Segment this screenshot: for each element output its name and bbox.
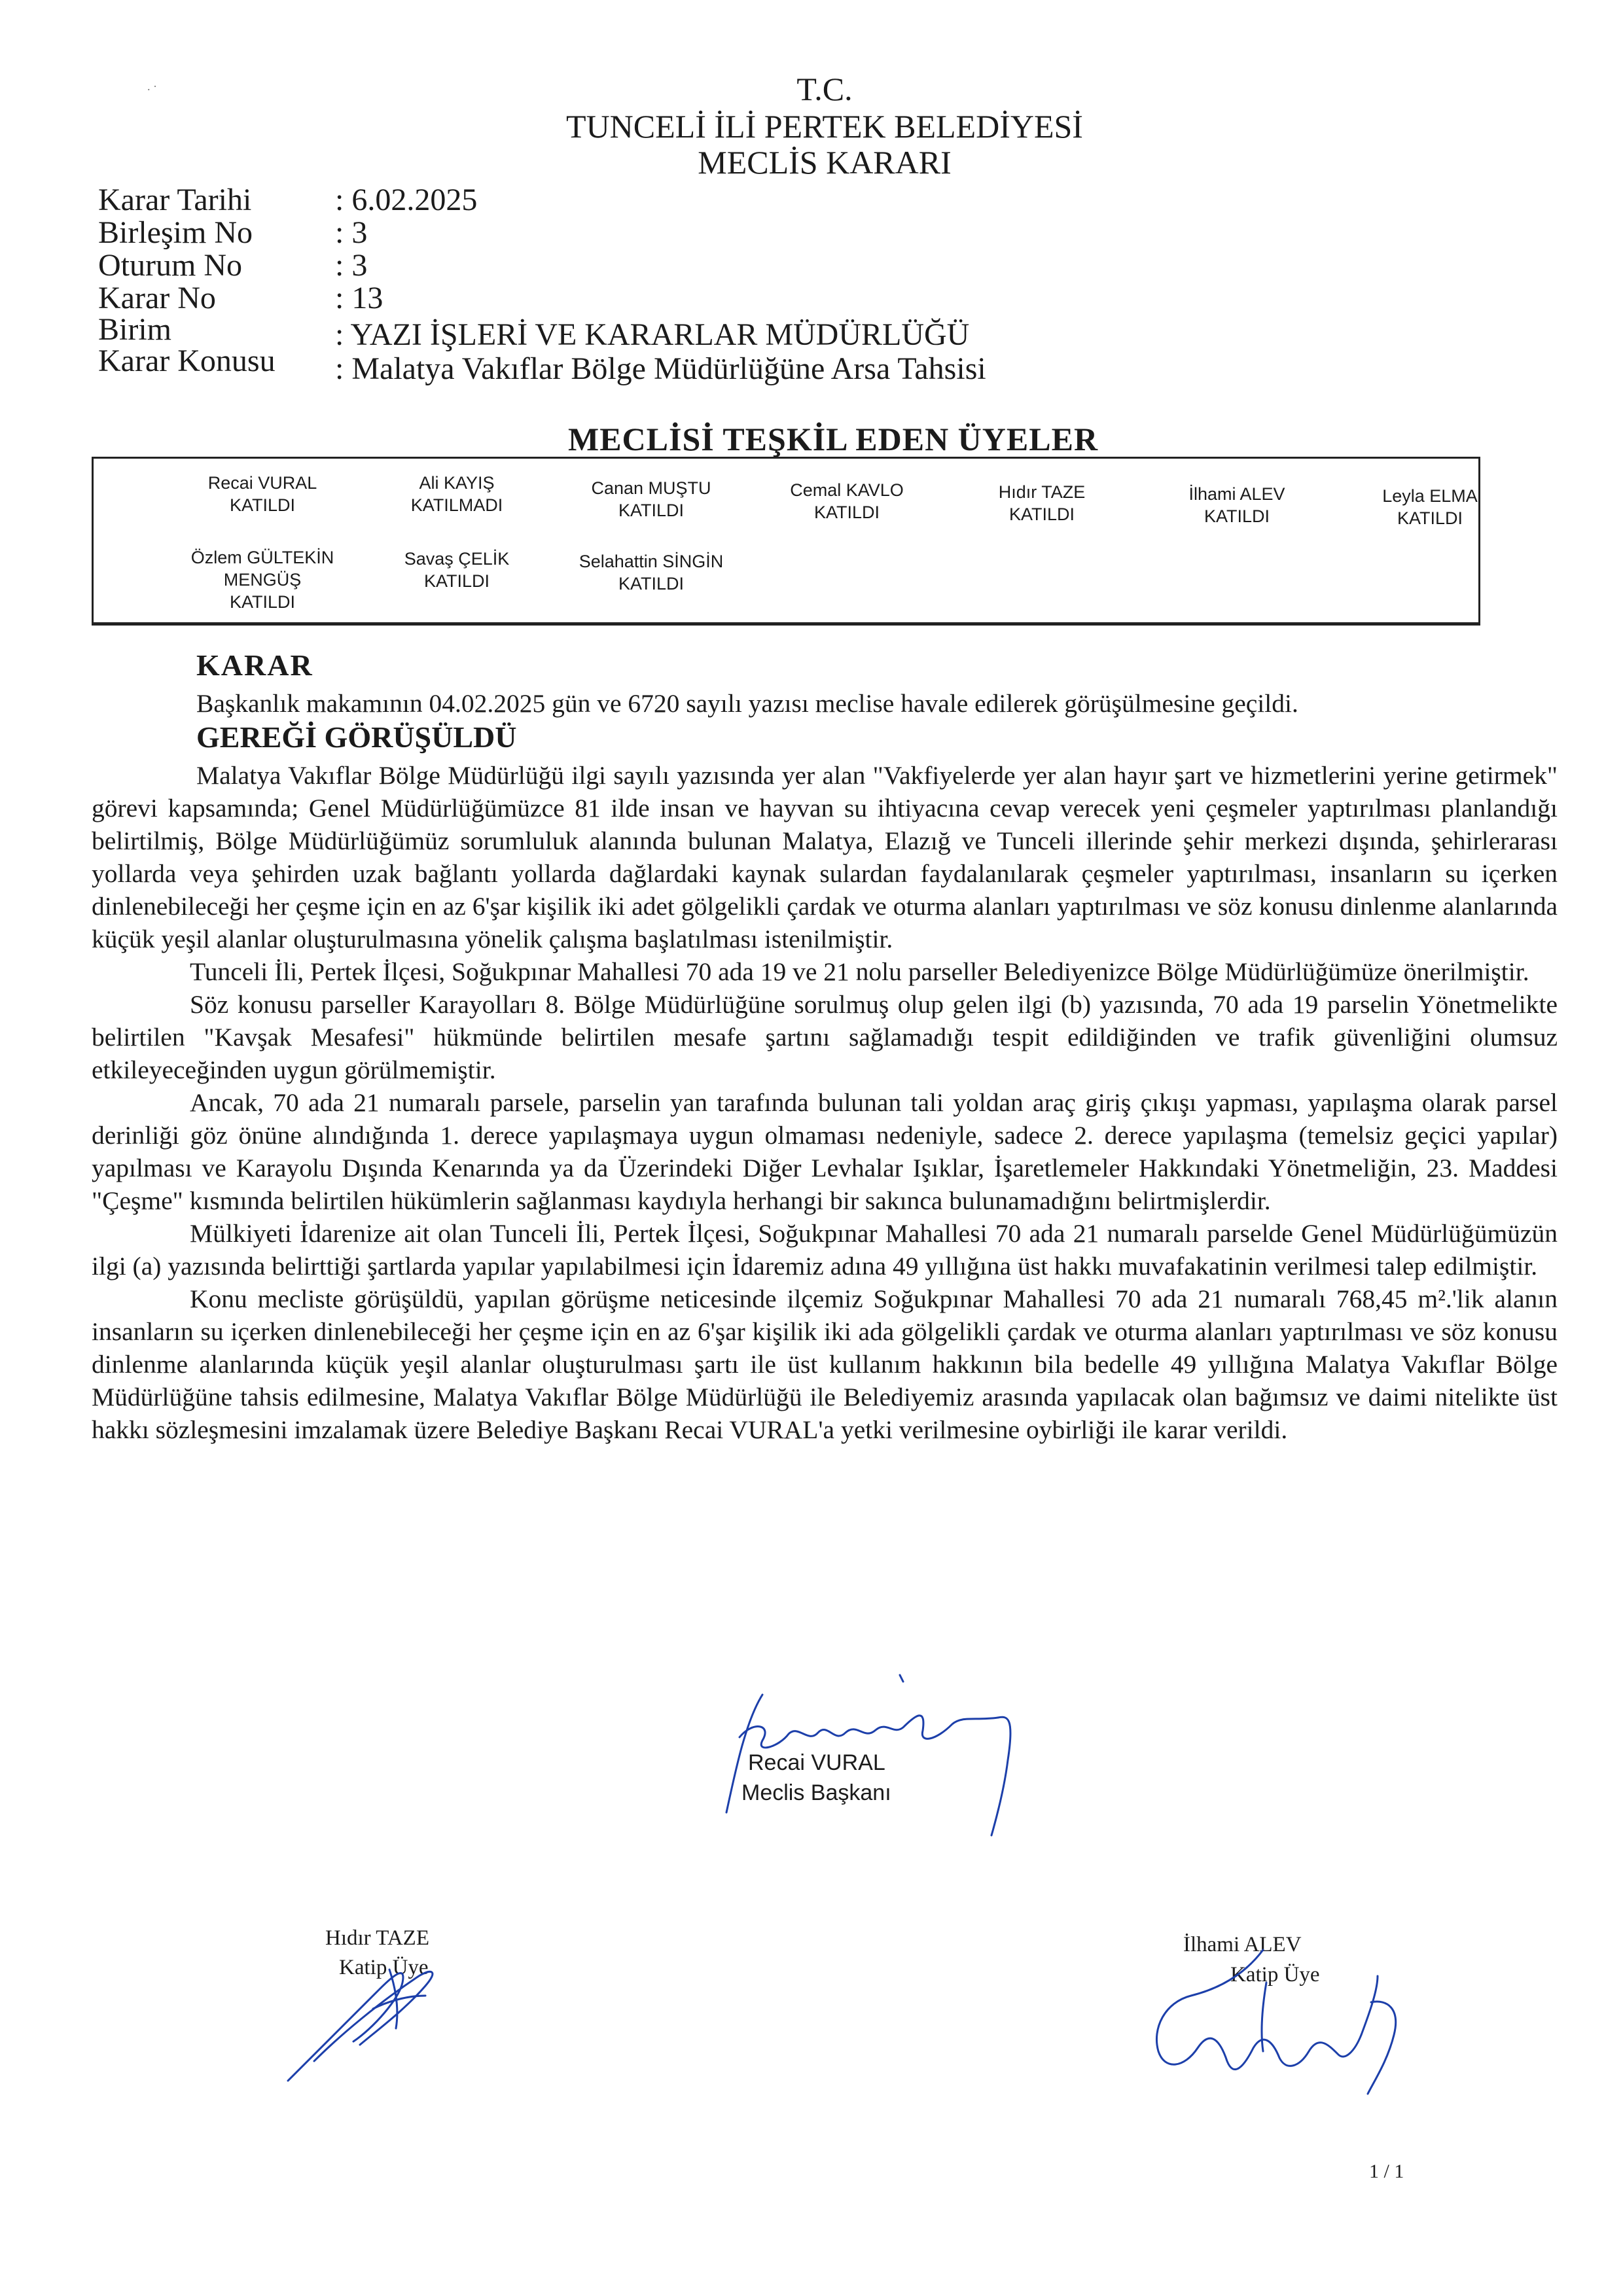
meta-value-karar-no: : 13 [335, 281, 383, 315]
member-leyla-elma: Leyla ELMA KATILDI [1382, 486, 1478, 528]
member-ilhami-alev: İlhami ALEV KATILDI [1188, 484, 1285, 526]
right-clerk-title: Katip Üye [1230, 1963, 1320, 1987]
karar-subheading: GEREĞİ GÖRÜŞÜLDÜ [196, 720, 517, 754]
karar-heading: KARAR [196, 648, 313, 682]
karar-paragraph: Ancak, 70 ada 21 numaralı parsele, parselin yan tarafında bulunan tali yoldan araç giriş çıkışı yapması, yapılaşma olarak parsel derinliği göz önüne alındığında 1. derece yapılaşmaya uygun olmaması nedeniyle, sadece 2. derece yapılaşma (temelsiz geçici yapılar) yapılması ve Karayolu Dışında Kenarında ya da Üzerindeki Diğer Levhalar Işıklar, İşaretlemeler Hakkındaki Yönetmeliğin, 23. Maddesi "Çeşme" kısmında belirtilen hükümlerin sağlanması kaydıyla herhangi bir sakınca bulunamadığını belirtmişlerdir. [92, 1088, 1558, 1215]
member-selahattin-singin: Selahattin SİNGİN KATILDI [579, 552, 724, 593]
header-line-tc: T.C. [796, 71, 853, 107]
left-clerk-name: Hıdır TAZE [325, 1926, 429, 1950]
member-ozlem-gultekin-mengus: Özlem GÜLTEKİN MENGÜŞ KATILDI [190, 548, 334, 612]
meta-value-karar-tarihi: : 6.02.2025 [335, 183, 478, 217]
president-title: Meclis Başkanı [741, 1780, 891, 1805]
member-hidir-taze: Hıdır TAZE KATILDI [998, 482, 1086, 524]
meta-label-oturum-no: Oturum No [98, 248, 242, 283]
members-title: MECLİSİ TEŞKİL EDEN ÜYELER [568, 421, 1099, 457]
member-savas-celik: Savaş ÇELİK KATILDI [404, 549, 510, 591]
karar-paragraph: Tunceli İli, Pertek İlçesi, Soğukpınar Mahallesi 70 ada 19 ve 21 nolu parseller Belediyenizce Bölge Müdürlüğümüze önerilmiştir. [190, 957, 1529, 986]
meta-value-birlesim-no: : 3 [335, 215, 368, 250]
meta-value-birim: : YAZI İŞLERİ VE KARARLAR MÜDÜRLÜĞÜ [335, 317, 970, 352]
member-canan-mustu: Canan MUŞTU KATILDI [591, 478, 711, 520]
left-clerk-title: Katip Üye [339, 1956, 429, 1979]
page-number: 1 / 1 [1369, 2161, 1404, 2182]
meta-label-karar-tarihi: Karar Tarihi [98, 183, 252, 217]
meta-label-karar-konusu: Karar Konusu [98, 344, 276, 378]
member-recai-vural: Recai VURAL KATILDI [207, 473, 317, 515]
karar-intro: Başkanlık makamının 04.02.2025 gün ve 6720 sayılı yazısı meclise havale edilerek görüşülmesine geçildi. [196, 689, 1298, 718]
karar-paragraph: Malatya Vakıflar Bölge Müdürlüğü ilgi sayılı yazısında yer alan "Vakfiyelerde yer alan hayır şart ve hizmetlerini yerine getirmek" görevi kapsamında; Genel Müdürlüğümüzce 81 ilde insan ve hayvan su ihtiyacına cevap verecek yeni çeşmeler yaptırılması planlandığı belirtilmiş, Bölge Müdürlüğümüz sorumluluk alanında bulunan Malatya, Elazığ ve Tunceli illerinde şehir merkezi dışında, şehirlerarası yollarda veya şehirden uzak bağlantı yollarda dağlardaki kaynak sulardan faydalanılarak çeşmeler yaptırılması, insanların su içerken dinlenebileceği her çeşme için en az 6'şar kişilik iki adet gölgelikli çardak ve oturma alanları yaptırılması ve söz konusu dinlenme alanlarında küçük yeşil alanlar oluşturulmasına yönelik çalışma başlatılması istenilmiştir. [92, 761, 1558, 953]
header-line-decision: MECLİS KARARI [698, 144, 952, 181]
meta-value-oturum-no: : 3 [335, 248, 368, 283]
member-ali-kayis: Ali KAYIŞ KATILMADI [410, 473, 503, 515]
right-clerk-name: İlhami ALEV [1183, 1933, 1302, 1956]
header-line-municipality: TUNCELİ İLİ PERTEK BELEDİYESİ [566, 108, 1083, 145]
karar-paragraph: Söz konusu parseller Karayolları 8. Bölge Müdürlüğüne sorulmuş olup gelen ilgi (b) yazısında, 70 ada 19 parselin Yönetmelikte belirtilen "Kavşak Mesafesi" hükmünde belirtilen mesafe şartını sağlamadığı tespit edildiğinden ve trafik güvenliğini olumsuz etkileyeceğinden uygun görülmemiştir. [92, 990, 1558, 1084]
meta-label-birim: Birim [98, 312, 172, 347]
left-clerk-signature [275, 1930, 471, 2094]
president-name: Recai VURAL [748, 1750, 885, 1775]
member-cemal-kavlo: Cemal KAVLO KATILDI [790, 480, 904, 522]
karar-paragraph: Mülkiyeti İdarenize ait olan Tunceli İli, Pertek İlçesi, Soğukpınar Mahallesi 70 ada 21 numaralı parselde Genel Müdürlüğümüzün ilgi (a) yazısında belirttiği şartlarda yapılar yapılabilmesi için İdaremiz adına 49 yıllığına üst hakkı muvafakatinin verilmesi talep edilmiştir. [92, 1219, 1558, 1280]
meta-label-birlesim-no: Birleşim No [98, 215, 253, 250]
karar-body [92, 759, 1558, 1446]
stray-marks: . · [147, 80, 157, 93]
meta-label-karar-no: Karar No [98, 281, 216, 315]
karar-paragraph: Konu mecliste görüşüldü, yapılan görüşme neticesinde ilçemiz Soğukpınar Mahallesi 70 ada 21 numaralı 768,45 m².'lik alanın insanların su içerken dinlenebileceği her çeşme için en az 6'şar kişilik iki ada gölgelikli çardak ve oturma alanları yaptırılması ve söz konusu dinlenme alanlarında küçük yeşil alanlar oluşturulması şartı ile üst kullanım hakkının bila bedelle 49 yıllığına Malatya Vakıflar Bölge Müdürlüğüne tahsis edilmesine, Malatya Vakıflar Bölge Müdürlüğü ile Belediyemiz arasında yapılacak olan bağımsız ve daimi nitelikte üst hakkı sözleşmesini imzalamak üzere Belediye Başkanı Recai VURAL'a yetki verilmesine oybirliği ile karar verildi. [92, 1284, 1558, 1444]
right-clerk-signature [1113, 1937, 1427, 2100]
meta-value-karar-konusu: : Malatya Vakıflar Bölge Müdürlüğüne Arsa Tahsisi [335, 351, 986, 386]
